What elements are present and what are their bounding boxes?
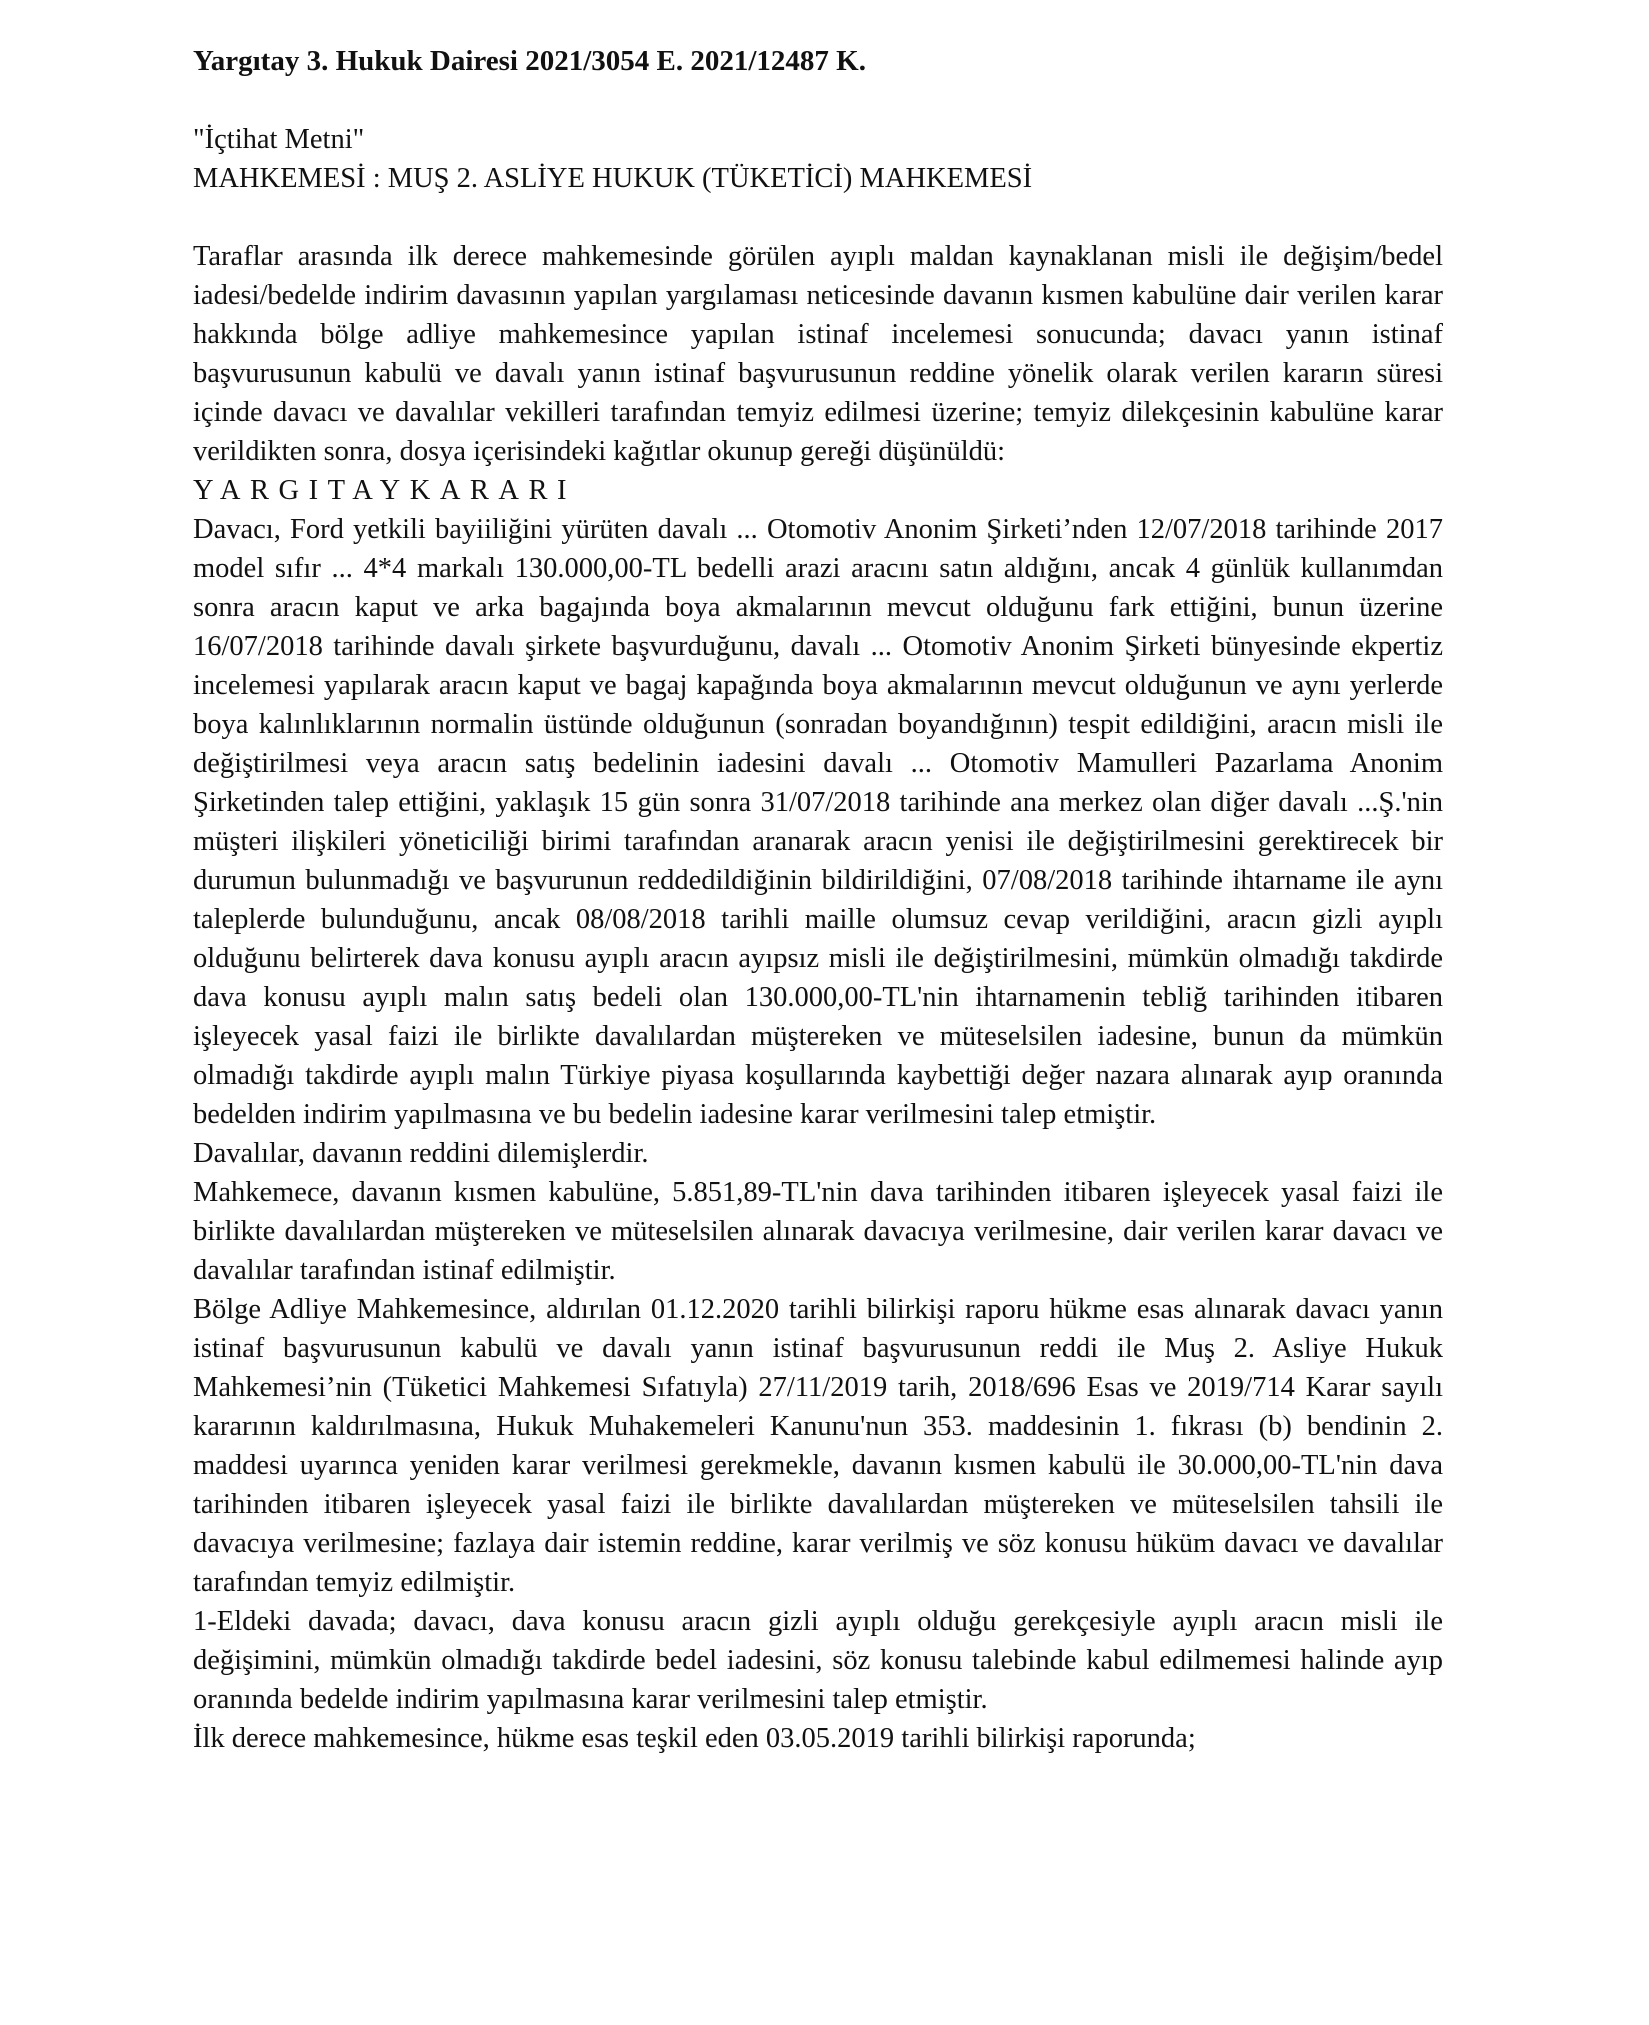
- court-line: MAHKEMESİ : MUŞ 2. ASLİYE HUKUK (TÜKETİCİ) MAHKEMESİ: [193, 163, 1033, 194]
- body-paragraph-1: Davacı, Ford yetkili bayiiliğini yürüten davalı ... Otomotiv Anonim Şirketi’nden 12/07/2018 tarihinde 2017 model sıfır ... 4*4 markalı 130.000,00-TL bedelli arazi aracını satın aldığını, ancak 4 günlük kullanımdan sonra aracın kaput ve arka bagajında boya akmalarının mevcut olduğunu fark ettiğini, bunun üzerine 16/07/2018 tarihinde davalı şirkete başvurduğunu, davalı ... Otomotiv Anonim Şirketi bünyesinde ekpertiz incelemesi yapılarak aracın kaput ve bagaj kapağında boya akmalarının mevcut olduğunun ve aynı yerlerde boya kalınlıklarının normalin üstünde olduğunun (sonradan boyandığının) tespit edildiğini, aracın misli ile değiştirilmesi veya aracın satış bedelinin iadesini davalı ... Otomotiv Mamulleri Pazarlama Anonim Şirketinden talep ettiğini, yaklaşık 15 gün sonra 31/07/2018 tarihinde ana merkez olan diğer davalı ...Ş.'nin müşteri ilişkileri yöneticiliği birimi tarafından aranarak aracın yenisi ile değiştirilmesini gerektirecek bir durumun bulunmadığı ve başvurunun reddedildiğinin bildirildiğini, 07/08/2018 tarihinde ihtarname ile aynı taleplerde bulunduğunu, ancak 08/08/2018 tarihli maille olumsuz cevap verildiğini, aracın gizli ayıplı olduğunu belirterek dava konusu ayıplı aracın ayıpsız misli ile değiştirilmesini, mümkün olmadığı takdirde dava konusu ayıplı malın satış bedeli olan 130.000,00-TL'nin ihtarnamenin tebliğ tarihinden itibaren işleyecek yasal faizi ile birlikte davalılardan müştereken ve müteselsilen iadesine, bunun da mümkün olmadığı takdirde ayıplı malın Türkiye piyasa koşullarında kaybettiği değer nazara alınarak ayıp oranında bedelden indirim yapılmasına ve bu bedelin iadesine karar verilmesini talep etmiştir.: [193, 514, 1443, 1130]
- body-paragraph-5: 1-Eldeki davada; davacı, dava konusu aracın gizli ayıplı olduğu gerekçesiyle ayıplı aracın misli ile değişimini, mümkün olmadığı takdirde bedel iadesini, söz konusu talebinde kabul edilmemesi halinde ayıp oranında bedelde indirim yapılmasına karar verilmesini talep etmiştir.: [193, 1606, 1443, 1715]
- document-title: Yargıtay 3. Hukuk Dairesi 2021/3054 E. 2021/12487 K.: [193, 45, 866, 77]
- body-paragraph-6: İlk derece mahkemesince, hükme esas teşkil eden 03.05.2019 tarihli bilirkişi raporunda;: [193, 1723, 1196, 1754]
- document-meta: [193, 120, 1443, 198]
- body-paragraph-4: Bölge Adliye Mahkemesince, aldırılan 01.12.2020 tarihli bilirkişi raporu hükme esas alınarak davacı yanın istinaf başvurusunun kabulü ve davalı yanın istinaf başvurusunun reddi ile Muş 2. Asliye Hukuk Mahkemesi’nin (Tüketici Mahkemesi Sıfatıyla) 27/11/2019 tarih, 2018/696 Esas ve 2019/714 Karar sayılı kararının kaldırılmasına, Hukuk Muhakemeleri Kanunu'nun 353. maddesinin 1. fıkrası (b) bendinin 2. maddesi uyarınca yeniden karar verilmesi gerekmekle, davanın kısmen kabulü ile 30.000,00-TL'nin dava tarihinden itibaren işleyecek yasal faizi ile birlikte davalılardan müştereken ve müteselsilen tahsili ile davacıya verilmesine; fazlaya dair istemin reddine, karar verilmiş ve söz konusu hüküm davacı ve davalılar tarafından temyiz edilmiştir.: [193, 1294, 1443, 1598]
- intro-paragraph: Taraflar arasında ilk derece mahkemesinde görülen ayıplı maldan kaynaklanan misli ile değişim/bedel iadesi/bedelde indirim davasının yapılan yargılaması neticesinde davanın kısmen kabulüne dair verilen karar hakkında bölge adliye mahkemesince yapılan istinaf incelemesi sonucunda; davacı yanın istinaf başvurusunun kabulü ve davalı yanın istinaf başvurusunun reddine yönelik olarak verilen kararın süresi içinde davacı ve davalılar vekilleri tarafından temyiz edilmesi üzerine; temyiz dilekçesinin kabulüne karar verildikten sonra, dosya içerisindeki kağıtlar okunup gereği düşünüldü:: [193, 241, 1443, 467]
- body-paragraph-2: Davalılar, davanın reddini dilemişlerdir.: [193, 1138, 649, 1169]
- body-paragraph-3: Mahkemece, davanın kısmen kabulüne, 5.851,89-TL'nin dava tarihinden itibaren işleyecek yasal faizi ile birlikte davalılardan müştereken ve müteselsilen alınarak davacıya verilmesine, dair verilen karar davacı ve davalılar tarafından istinaf edilmiştir.: [193, 1177, 1443, 1286]
- document-subtitle: "İçtihat Metni": [193, 124, 365, 155]
- document-body: [193, 237, 1443, 1758]
- document-page: [193, 30, 1443, 1758]
- decision-heading: YARGITAYKARARI: [193, 475, 577, 506]
